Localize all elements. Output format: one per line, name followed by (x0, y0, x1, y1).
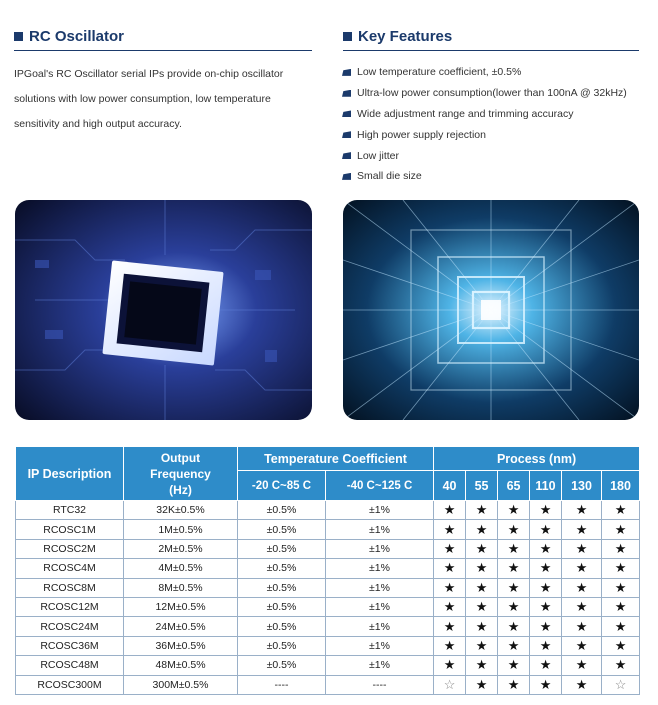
bullet-icon (342, 173, 351, 180)
star-icon: ★ (575, 579, 588, 595)
star-icon: ★ (507, 618, 520, 634)
star-icon: ★ (575, 676, 588, 692)
star-icon: ★ (475, 599, 488, 615)
cell-process-star (530, 539, 562, 558)
cell-process-star (434, 539, 466, 558)
cell-process-star (530, 636, 562, 655)
cell-process-star (530, 617, 562, 636)
cell-process-star (498, 597, 530, 616)
feature-item (342, 166, 652, 187)
cell-frequency: 32K±0.5% (124, 501, 238, 520)
cell-ip: RCOSC12M (16, 597, 124, 616)
cell-process-star (466, 520, 498, 539)
header-temp-range-a: -20 C~85 C (238, 471, 326, 501)
key-features-title (343, 28, 452, 45)
chip-board-image (15, 200, 312, 420)
star-icon: ★ (575, 657, 588, 673)
header-temperature-coefficient: Temperature Coefficient (238, 447, 434, 471)
cell-frequency: 1M±0.5% (124, 520, 238, 539)
table-row (16, 675, 640, 694)
table-row (16, 656, 640, 675)
cell-ip: RCOSC36M (16, 636, 124, 655)
star-icon: ★ (475, 521, 488, 537)
star-icon: ★ (539, 540, 552, 556)
features-list (342, 62, 652, 187)
cell-process-star (498, 578, 530, 597)
cell-temp-a: ±0.5% (238, 501, 326, 520)
star-icon: ★ (539, 618, 552, 634)
header-node-55: 55 (466, 471, 498, 501)
cell-temp-b: ±1% (326, 636, 434, 655)
star-icon: ★ (614, 618, 627, 634)
cell-process-star (562, 656, 602, 675)
star-icon: ★ (475, 540, 488, 556)
cell-process-star (562, 559, 602, 578)
cell-temp-a: ±0.5% (238, 539, 326, 558)
feature-item (342, 62, 652, 83)
star-icon: ★ (475, 560, 488, 576)
star-icon: ★ (443, 540, 456, 556)
cell-temp-b: ---- (326, 675, 434, 694)
star-icon: ★ (507, 599, 520, 615)
star-icon: ★ (507, 502, 520, 518)
star-icon: ★ (443, 502, 456, 518)
cell-temp-b: ±1% (326, 501, 434, 520)
cell-temp-a: ±0.5% (238, 617, 326, 636)
cell-process-star (466, 656, 498, 675)
star-icon: ★ (475, 502, 488, 518)
star-icon: ★ (539, 599, 552, 615)
star-icon: ★ (443, 560, 456, 576)
cell-process-star (498, 656, 530, 675)
feature-item (342, 83, 652, 104)
cell-process-star (602, 539, 640, 558)
cell-process-star (562, 539, 602, 558)
table-row (16, 520, 640, 539)
star-icon: ★ (507, 540, 520, 556)
cell-ip: RCOSC2M (16, 539, 124, 558)
cell-temp-a: ±0.5% (238, 520, 326, 539)
cell-process-star (466, 636, 498, 655)
title-square-icon (14, 32, 23, 41)
feature-text: High power supply rejection (357, 128, 486, 141)
cell-process-star (466, 578, 498, 597)
feature-text: Small die size (357, 170, 422, 183)
star-icon: ★ (539, 560, 552, 576)
star-icon: ★ (443, 618, 456, 634)
cell-ip: RCOSC4M (16, 559, 124, 578)
cell-process-star (434, 617, 466, 636)
star-icon: ★ (443, 599, 456, 615)
header-node-40: 40 (434, 471, 466, 501)
star-icon: ★ (475, 618, 488, 634)
bullet-icon (342, 131, 351, 138)
cell-ip: RCOSC8M (16, 578, 124, 597)
cell-process-star (562, 520, 602, 539)
cell-frequency: 12M±0.5% (124, 597, 238, 616)
bullet-icon (342, 90, 351, 97)
feature-text: Low temperature coefficient, ±0.5% (357, 66, 522, 79)
cell-process-star (602, 597, 640, 616)
cell-process-star (498, 675, 530, 694)
header-ip-description: IP Description (16, 447, 124, 501)
star-icon: ★ (614, 579, 627, 595)
cell-process-star (530, 675, 562, 694)
cell-ip: RCOSC48M (16, 656, 124, 675)
cell-process-star (498, 501, 530, 520)
feature-text: Wide adjustment range and trimming accuracy (357, 107, 574, 120)
bullet-icon (342, 69, 351, 76)
cell-frequency: 4M±0.5% (124, 559, 238, 578)
cell-frequency: 8M±0.5% (124, 578, 238, 597)
cell-process-star (530, 597, 562, 616)
cell-temp-b: ±1% (326, 520, 434, 539)
feature-item (342, 124, 652, 145)
cell-process-star (434, 656, 466, 675)
cell-temp-b: ±1% (326, 617, 434, 636)
star-icon: ★ (475, 676, 488, 692)
star-icon: ★ (507, 560, 520, 576)
star-icon: ★ (614, 560, 627, 576)
table-row (16, 559, 640, 578)
cell-frequency: 24M±0.5% (124, 617, 238, 636)
star-icon: ★ (614, 540, 627, 556)
star-icon: ★ (539, 579, 552, 595)
bullet-icon (342, 110, 351, 117)
key-features-rule (343, 50, 639, 51)
table-row (16, 539, 640, 558)
cell-process-star (434, 559, 466, 578)
star-outline-icon: ☆ (614, 676, 627, 692)
digital-tunnel-image (343, 200, 639, 420)
cell-temp-a: ±0.5% (238, 636, 326, 655)
star-icon: ★ (575, 540, 588, 556)
star-icon: ★ (614, 502, 627, 518)
cell-process-star (562, 597, 602, 616)
star-icon: ★ (539, 657, 552, 673)
table-row (16, 617, 640, 636)
cell-frequency: 2M±0.5% (124, 539, 238, 558)
feature-item (342, 145, 652, 166)
cell-process-star (530, 656, 562, 675)
bullet-icon (342, 152, 351, 159)
star-icon: ★ (507, 676, 520, 692)
star-outline-icon: ☆ (443, 676, 456, 692)
cell-process-star (562, 578, 602, 597)
star-icon: ★ (443, 579, 456, 595)
cell-process-star (466, 501, 498, 520)
star-icon: ★ (507, 657, 520, 673)
cell-process-star (466, 675, 498, 694)
cell-process-star (498, 539, 530, 558)
star-icon: ★ (507, 579, 520, 595)
cell-frequency: 36M±0.5% (124, 636, 238, 655)
star-icon: ★ (575, 502, 588, 518)
table-row (16, 636, 640, 655)
star-icon: ★ (614, 599, 627, 615)
star-icon: ★ (575, 637, 588, 653)
cell-process-star (530, 501, 562, 520)
star-icon: ★ (614, 657, 627, 673)
feature-text: Ultra-low power consumption(lower than 100nA @ 32kHz) (357, 87, 627, 100)
star-icon: ★ (539, 676, 552, 692)
cell-temp-a: ±0.5% (238, 597, 326, 616)
star-icon: ★ (539, 521, 552, 537)
star-icon: ★ (475, 579, 488, 595)
cell-temp-b: ±1% (326, 539, 434, 558)
cell-process-star (602, 501, 640, 520)
cell-process-star (602, 520, 640, 539)
cell-ip: RCOSC24M (16, 617, 124, 636)
key-features-title-text: Key Features (358, 28, 453, 45)
cell-process-star (434, 675, 466, 694)
feature-text: Low jitter (357, 149, 400, 162)
star-icon: ★ (507, 637, 520, 653)
feature-item (342, 104, 652, 125)
cell-process-star (466, 597, 498, 616)
cell-process-star (466, 539, 498, 558)
cell-process-star (530, 578, 562, 597)
star-icon: ★ (475, 637, 488, 653)
star-icon: ★ (575, 599, 588, 615)
cell-frequency: 300M±0.5% (124, 675, 238, 694)
cell-temp-b: ±1% (326, 559, 434, 578)
rc-oscillator-title-text: RC Oscillator (29, 28, 125, 45)
cell-process-star (562, 617, 602, 636)
header-node-65: 65 (498, 471, 530, 501)
star-icon: ★ (575, 560, 588, 576)
star-icon: ★ (614, 521, 627, 537)
cell-process-star (602, 617, 640, 636)
rc-oscillator-rule (14, 50, 312, 51)
star-icon: ★ (443, 657, 456, 673)
header-node-180: 180 (602, 471, 640, 501)
cell-temp-b: ±1% (326, 656, 434, 675)
cell-process-star (602, 656, 640, 675)
cell-frequency: 48M±0.5% (124, 656, 238, 675)
cell-temp-b: ±1% (326, 597, 434, 616)
header-node-110: 110 (530, 471, 562, 501)
star-icon: ★ (575, 618, 588, 634)
cell-process-star (466, 617, 498, 636)
cell-process-star (498, 617, 530, 636)
cell-process-star (602, 636, 640, 655)
cell-temp-a: ---- (238, 675, 326, 694)
star-icon: ★ (575, 521, 588, 537)
table-row (16, 578, 640, 597)
star-icon: ★ (443, 521, 456, 537)
cell-process-star (498, 559, 530, 578)
cell-temp-a: ±0.5% (238, 559, 326, 578)
star-icon: ★ (507, 521, 520, 537)
cell-ip: RCOSC300M (16, 675, 124, 694)
cell-process-star (434, 578, 466, 597)
star-icon: ★ (614, 637, 627, 653)
table-row (16, 597, 640, 616)
cell-temp-a: ±0.5% (238, 656, 326, 675)
cell-process-star (602, 559, 640, 578)
star-icon: ★ (539, 637, 552, 653)
cell-process-star (562, 501, 602, 520)
cell-temp-b: ±1% (326, 578, 434, 597)
cell-ip: RTC32 (16, 501, 124, 520)
intro-paragraph: IPGoal's RC Oscillator serial IPs provide on-chip oscillator solutions with low power consumption, low temperature sensitivity and high output accuracy. (14, 68, 284, 130)
cell-process-star (562, 675, 602, 694)
cell-process-star (530, 559, 562, 578)
cell-process-star (562, 636, 602, 655)
title-square-icon (343, 32, 352, 41)
cell-process-star (466, 559, 498, 578)
star-icon: ★ (539, 502, 552, 518)
star-icon: ★ (443, 637, 456, 653)
header-output-frequency: Output Frequency (Hz) (124, 447, 238, 501)
cell-process-star (530, 520, 562, 539)
cell-process-star (498, 636, 530, 655)
cell-process-star (498, 520, 530, 539)
cell-temp-a: ±0.5% (238, 578, 326, 597)
cell-process-star (602, 675, 640, 694)
cell-process-star (434, 636, 466, 655)
header-temp-range-b: -40 C~125 C (326, 471, 434, 501)
header-node-130: 130 (562, 471, 602, 501)
cell-process-star (602, 578, 640, 597)
star-icon: ★ (475, 657, 488, 673)
cell-process-star (434, 597, 466, 616)
cell-ip: RCOSC1M (16, 520, 124, 539)
cell-process-star (434, 520, 466, 539)
header-process: Process (nm) (434, 447, 640, 471)
table-row (16, 501, 640, 520)
cell-process-star (434, 501, 466, 520)
spec-table (15, 446, 640, 695)
rc-oscillator-title (14, 28, 124, 45)
